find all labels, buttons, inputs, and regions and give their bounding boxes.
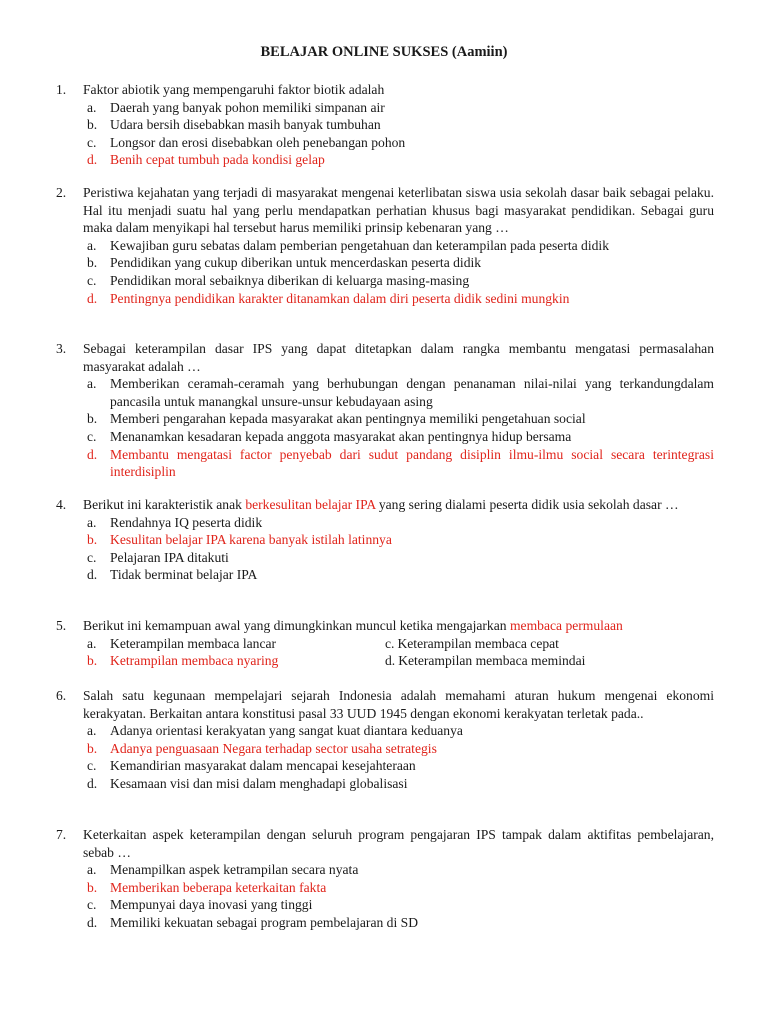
option-c <box>83 428 714 446</box>
question-number: 5. <box>56 618 67 633</box>
option-d <box>83 914 714 932</box>
option-d-answer <box>83 290 714 308</box>
question-text: Keterkaitan aspek keterampilan dengan seluruh program pengajaran IPS tampak dalam aktifitas pembelajaran, sebab … <box>83 827 714 860</box>
option-letter: b. <box>87 879 98 895</box>
question-6 <box>56 687 714 793</box>
option-a <box>83 635 385 653</box>
question-2 <box>56 184 714 307</box>
option-text: Daerah yang banyak pohon memiliki simpanan air <box>110 99 385 115</box>
option-letter: d. <box>385 653 396 669</box>
option-text: Kesamaan visi dan misi dalam menghadapi globalisasi <box>110 775 408 791</box>
option-b-answer <box>83 740 714 758</box>
option-d <box>83 775 714 793</box>
option-text: Keterampilan membaca cepat <box>397 635 559 651</box>
option-text: Memberikan ceramah-ceramah yang berhubungan dengan penanaman nilai-nilai yang terkandungdalam pancasila untuk manangkal unsure-unsur kebudayaan asing <box>110 376 714 409</box>
option-b-answer <box>83 879 714 897</box>
question-number: 1. <box>56 82 67 97</box>
option-text: Membantu mengatasi factor penyebab dari sudut pandang disiplin ilmu-ilmu social secara terintegrasi interdisiplin <box>110 446 714 480</box>
option-d <box>385 652 660 670</box>
option-letter: d. <box>87 914 98 930</box>
option-c <box>83 134 714 152</box>
option-letter: c. <box>87 428 97 444</box>
option-text: Kesulitan belajar IPA karena banyak istilah latinnya <box>110 532 392 548</box>
option-letter: b. <box>87 532 98 548</box>
option-text: Udara bersih disebabkan masih banyak tumbuhan <box>110 117 381 133</box>
option-c <box>83 272 714 290</box>
option-c <box>83 757 714 775</box>
option-letter: b. <box>87 653 98 669</box>
question-text: Sebagai keterampilan dasar IPS yang dapat ditetapkan dalam rangka membantu mengatasi permasalahan masyarakat adalah … <box>83 341 714 374</box>
option-text: Adanya penguasaan Negara terhadap sector usaha setrategis <box>110 740 437 756</box>
question-text-end: yang sering dialami peserta didik usia sekolah dasar … <box>375 497 679 512</box>
option-text: Ketrampilan membaca nyaring <box>110 653 279 669</box>
question-text-start: Berikut ini kemampuan awal yang dimungkinkan muncul ketika mengajarkan <box>83 618 510 633</box>
option-c <box>83 896 714 914</box>
option-text: Adanya orientasi kerakyatan yang sangat kuat diantara keduanya <box>110 723 463 739</box>
option-letter: d. <box>87 152 98 168</box>
option-b <box>83 410 714 428</box>
option-letter: d. <box>87 775 98 791</box>
option-text: Kewajiban guru sebatas dalam pemberian pengetahuan dan keterampilan pada peserta didik <box>110 237 609 253</box>
option-c <box>83 549 714 567</box>
option-letter: d. <box>87 290 98 306</box>
page-title: BELAJAR ONLINE SUKSES (Aamiin) <box>260 44 508 60</box>
question-highlight: membaca permulaan <box>509 618 623 633</box>
option-d-answer <box>83 151 714 169</box>
option-text: Menanamkan kesadaran kepada anggota masyarakat akan pentingnya hidup bersama <box>110 428 572 444</box>
option-letter: c. <box>385 635 395 651</box>
question-text-start: Berikut ini karakteristik anak <box>83 497 246 512</box>
option-letter: d. <box>87 446 98 462</box>
option-c <box>385 635 660 653</box>
option-letter: a. <box>87 514 97 530</box>
question-text: Faktor abiotik yang mempengaruhi faktor biotik adalah <box>83 82 385 97</box>
option-b <box>83 254 714 272</box>
option-b-answer <box>83 531 714 549</box>
option-text: Menampilkan aspek ketrampilan secara nyata <box>110 862 359 878</box>
option-text: Keterampilan membaca lancar <box>110 635 277 651</box>
question-number: 3. <box>56 341 67 356</box>
option-text: Rendahnya IQ peserta didik <box>110 514 263 530</box>
option-b-answer <box>83 652 385 670</box>
option-text: Pelajaran IPA ditakuti <box>110 549 229 565</box>
option-letter: c. <box>87 897 97 913</box>
option-letter: a. <box>87 723 97 739</box>
option-text: Kemandirian masyarakat dalam mencapai kesejahteraan <box>110 758 416 774</box>
option-a <box>83 514 714 532</box>
option-letter: b. <box>87 117 98 133</box>
option-text: Longsor dan erosi disebabkan oleh penebangan pohon <box>110 134 406 150</box>
option-letter: b. <box>87 411 98 427</box>
question-4 <box>56 496 714 584</box>
option-letter: a. <box>87 376 97 392</box>
option-text: Memberi pengarahan kepada masyarakat akan pentingnya memiliki pengetahuan social <box>110 411 586 427</box>
option-text: Mempunyai daya inovasi yang tinggi <box>110 897 313 913</box>
question-number: 6. <box>56 688 67 703</box>
question-5 <box>56 617 714 670</box>
question-text: Salah satu kegunaan mempelajari sejarah Indonesia adalah memahami aturan hukum mengenai ekonomi kerakyatan. Berkaitan antara konstitusi pasal 33 UUD 1945 dengan ekonomi kerakyatan terletak pada.. <box>83 688 714 721</box>
question-text: Peristiwa kejahatan yang terjadi di masyarakat mengenai keterlibatan siswa usia sekolah dasar baik sebagai pelaku. Hal itu menjadi suatu hal yang perlu mendapatkan perhatian khusus bagi masyarakat pendidikan. Sebagai guru maka dalam menyikapi hal tersebut harus memiliki prinsip kebenaran yang … <box>83 185 714 236</box>
question-number: 7. <box>56 827 67 842</box>
option-a <box>83 99 714 117</box>
option-letter: a. <box>87 635 97 651</box>
question-number: 2. <box>56 185 67 200</box>
question-text <box>83 617 714 635</box>
question-1 <box>56 81 714 169</box>
option-text: Keterampilan membaca memindai <box>398 653 586 669</box>
question-number: 4. <box>56 497 67 512</box>
question-text <box>83 496 714 514</box>
option-letter: a. <box>87 862 97 878</box>
option-letter: d. <box>87 567 98 583</box>
option-letter: b. <box>87 255 98 271</box>
option-letter: c. <box>87 549 97 565</box>
option-letter: c. <box>87 758 97 774</box>
question-3 <box>56 340 714 481</box>
question-7 <box>56 826 714 932</box>
option-a <box>83 375 714 410</box>
option-b <box>83 116 714 134</box>
option-a <box>83 722 714 740</box>
option-text: Pendidikan moral sebaiknya diberikan di keluarga masing-masing <box>110 272 470 288</box>
option-text: Tidak berminat belajar IPA <box>110 567 258 583</box>
question-highlight: berkesulitan belajar IPA <box>245 497 376 512</box>
option-letter: a. <box>87 237 97 253</box>
option-letter: a. <box>87 99 97 115</box>
option-d <box>83 566 714 584</box>
option-text: Pentingnya pendidikan karakter ditanamkan dalam diri peserta didik sedini mungkin <box>110 290 570 306</box>
option-text: Memberikan beberapa keterkaitan fakta <box>110 879 327 895</box>
option-letter: c. <box>87 134 97 150</box>
option-a <box>83 237 714 255</box>
option-a <box>83 861 714 879</box>
option-text: Pendidikan yang cukup diberikan untuk mencerdaskan peserta didik <box>110 255 482 271</box>
option-text: Memiliki kekuatan sebagai program pembelajaran di SD <box>110 914 419 930</box>
option-letter: c. <box>87 272 97 288</box>
option-text: Benih cepat tumbuh pada kondisi gelap <box>110 152 325 168</box>
option-d-answer <box>83 446 714 481</box>
option-letter: b. <box>87 740 98 756</box>
